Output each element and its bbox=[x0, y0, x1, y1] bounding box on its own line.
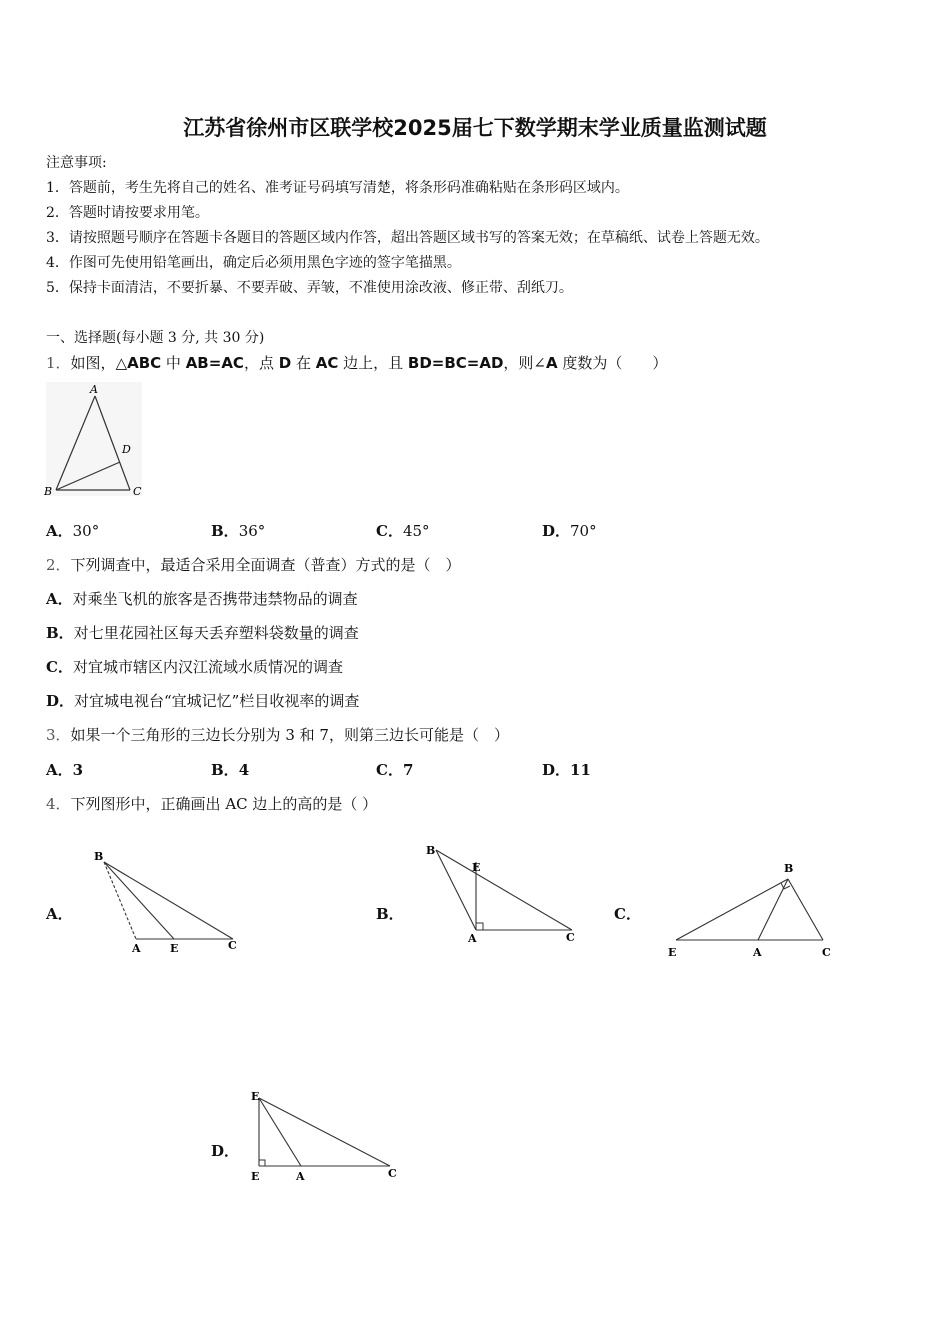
option-letter: A． bbox=[46, 590, 73, 608]
option-value: 对宜城电视台“宜城记忆”栏目收视率的调查 bbox=[74, 692, 360, 710]
option-a[interactable]: A． bbox=[46, 905, 73, 923]
label-c: C bbox=[566, 931, 575, 944]
segment-be bbox=[104, 862, 174, 939]
label-e: E bbox=[668, 946, 677, 959]
option-value: 7 bbox=[402, 761, 414, 779]
option-letter: D． bbox=[542, 761, 571, 779]
question-3 bbox=[46, 724, 509, 745]
question-text: 下列图形中，正确画出 AC 边上的高的是（ ） bbox=[70, 795, 378, 813]
label-b: B bbox=[44, 485, 53, 498]
note-item: 2．答题时请按要求用笔。 bbox=[46, 205, 209, 221]
label-a: A bbox=[90, 383, 98, 396]
option-a[interactable] bbox=[46, 588, 358, 609]
label-b: B bbox=[426, 844, 436, 857]
side-ba bbox=[104, 862, 136, 939]
question-number: 4． bbox=[46, 795, 71, 813]
question-text: 如果一个三角形的三边长分别为 3 和 7，则第三边长可能是（ ） bbox=[70, 726, 509, 744]
question-number: 3． bbox=[46, 726, 71, 744]
option-c[interactable] bbox=[46, 656, 343, 677]
label-b: B bbox=[94, 850, 104, 863]
label-a: A bbox=[132, 942, 141, 955]
option-a[interactable] bbox=[46, 520, 99, 541]
option-b[interactable] bbox=[211, 759, 249, 780]
option-value: 30° bbox=[72, 522, 100, 540]
label-e: E bbox=[251, 1170, 260, 1183]
question-1 bbox=[46, 352, 667, 373]
q4-figure-a bbox=[88, 846, 248, 956]
q1-point: D bbox=[278, 354, 292, 372]
label-e: E bbox=[472, 861, 481, 874]
label-c: C bbox=[133, 485, 142, 498]
side-ba bbox=[259, 1098, 301, 1166]
q1-side: AC bbox=[315, 354, 339, 372]
option-letter: A． bbox=[46, 761, 73, 779]
section-heading: 一、选择题(每小题 3 分, 共 30 分) bbox=[46, 330, 265, 346]
q4-figure-c bbox=[660, 855, 840, 965]
side-bc bbox=[788, 879, 823, 940]
q1-triangle: △ABC bbox=[115, 354, 162, 372]
option-c[interactable]: C． bbox=[614, 905, 641, 923]
question-2 bbox=[46, 554, 461, 575]
q1-angle: A bbox=[546, 354, 558, 372]
label-a: A bbox=[296, 1170, 305, 1183]
question-4 bbox=[46, 793, 377, 814]
q1-text: 边上，且 bbox=[338, 354, 408, 372]
q4-figure-b bbox=[420, 838, 585, 948]
right-angle-mark bbox=[259, 1160, 265, 1166]
q1-triangle-figure bbox=[40, 378, 150, 503]
label-d: D bbox=[122, 443, 131, 456]
option-value: 36° bbox=[238, 522, 266, 540]
option-b[interactable] bbox=[211, 520, 265, 541]
q4-figure-d bbox=[244, 1084, 414, 1194]
question-number: 2． bbox=[46, 556, 71, 574]
q1-text: ，点 bbox=[243, 354, 279, 372]
page-title: 江苏省徐州市区联学校2025届七下数学期末学业质量监测试题 bbox=[183, 116, 767, 140]
option-value: 3 bbox=[72, 761, 84, 779]
option-value: 对七里花园社区每天丢弃塑料袋数量的调查 bbox=[73, 624, 359, 642]
option-letter: D． bbox=[46, 692, 75, 710]
option-value: 11 bbox=[570, 761, 591, 779]
side-bc bbox=[259, 1098, 390, 1166]
notes-heading: 注意事项: bbox=[46, 155, 107, 171]
q1-text: 度数为（ ） bbox=[557, 354, 668, 372]
q1-text: ，则∠ bbox=[503, 354, 546, 372]
note-item: 4．作图可先使用铅笔画出，确定后必须用黑色字迹的签字笔描黑。 bbox=[46, 255, 461, 271]
option-d[interactable] bbox=[46, 690, 359, 711]
q1-condition: BD=BC=AD bbox=[407, 354, 504, 372]
q1-text: 在 bbox=[291, 354, 316, 372]
label-c: C bbox=[388, 1167, 397, 1180]
question-number: 1． bbox=[46, 354, 71, 372]
side-bc bbox=[104, 862, 233, 939]
option-letter: C． bbox=[376, 522, 403, 540]
option-b[interactable] bbox=[46, 622, 359, 643]
question-text: 下列调查中，最适合采用全面调查（普查）方式的是（ ） bbox=[70, 556, 461, 574]
label-b: E bbox=[251, 1090, 260, 1103]
segment-eb bbox=[676, 879, 788, 940]
option-d[interactable]: D． bbox=[211, 1142, 240, 1160]
option-letter: B． bbox=[211, 522, 239, 540]
option-letter: C． bbox=[46, 658, 73, 676]
option-value: 45° bbox=[402, 522, 430, 540]
note-item: 5．保持卡面清洁，不要折暴、不要弄破、弄皱，不准使用涂改液、修正带、刮纸刀。 bbox=[46, 280, 573, 296]
note-item: 3．请按照题号顺序在答题卡各题目的答题区域内作答，超出答题区域书写的答案无效；在草稿纸、试卷上答题无效。 bbox=[46, 230, 769, 246]
option-letter: B． bbox=[211, 761, 239, 779]
option-value: 对乘坐飞机的旅客是否携带违禁物品的调查 bbox=[72, 590, 358, 608]
option-value: 70° bbox=[570, 522, 597, 540]
option-value: 4 bbox=[238, 761, 250, 779]
option-b[interactable]: B． bbox=[376, 905, 404, 923]
label-e: E bbox=[170, 942, 179, 955]
q1-condition: AB=AC bbox=[185, 354, 244, 372]
option-letter: D． bbox=[542, 522, 571, 540]
label-a: A bbox=[753, 946, 762, 959]
option-c[interactable] bbox=[376, 520, 430, 541]
option-letter: C． bbox=[376, 761, 403, 779]
label-a: A bbox=[468, 932, 477, 945]
option-d[interactable] bbox=[542, 759, 591, 780]
label-c: C bbox=[228, 939, 237, 952]
option-c[interactable] bbox=[376, 759, 413, 780]
option-d[interactable] bbox=[542, 520, 597, 541]
option-a[interactable] bbox=[46, 759, 83, 780]
q1-text: 中 bbox=[161, 354, 186, 372]
label-c: C bbox=[822, 946, 831, 959]
q1-text: 如图， bbox=[70, 354, 116, 372]
option-value: 对宜城市辖区内汉江流域水质情况的调查 bbox=[72, 658, 343, 676]
right-angle-mark bbox=[476, 923, 483, 930]
label-b: B bbox=[784, 862, 794, 875]
option-letter: B． bbox=[46, 624, 74, 642]
option-letter: A． bbox=[46, 522, 73, 540]
note-item: 1．答题前，考生先将自己的姓名、准考证号码填写清楚，将条形码准确粘贴在条形码区域内。 bbox=[46, 180, 629, 196]
